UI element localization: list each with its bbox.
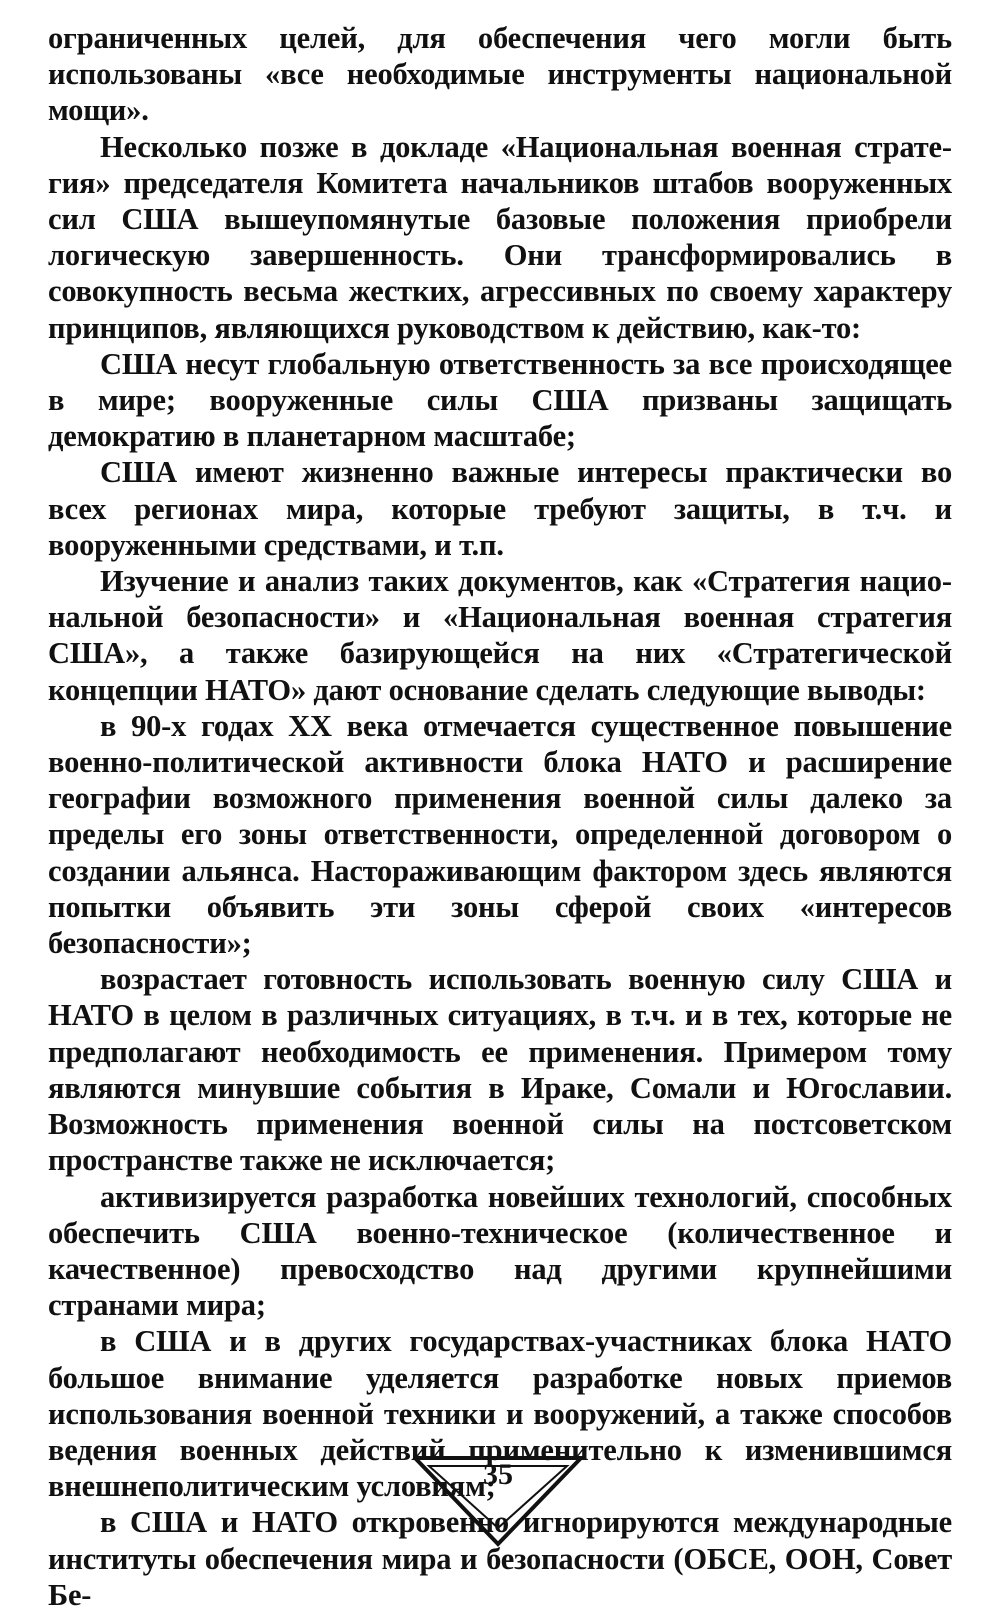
paragraph-1: ограниченных целей, для обеспечения чего могли быть использованы «все необходимые инструменты национальной мощи». xyxy=(48,21,952,128)
paragraph-9: в США и в других государствах-участниках блока НАТО большое внимание уделяется разработке новых приемов использования военной техники и вооружений, а также способов ведения военных действий применительно к изменившимся внешнеполитическим условиям; xyxy=(48,1324,952,1504)
paragraph-7: возрастает готовность использовать военную силу США и НАТО в целом в различных ситуациях, в т.ч. и в тех, которые не предполагают необходимость ее применения. Примером тому являются минувшие события в Ираке, Сомали и Югославии. Возможность применения военной силы на постсоветском пространстве также не исключается; xyxy=(48,962,952,1178)
page-number-badge xyxy=(413,1454,583,1550)
paragraph-8: активизируется разработка новейших технологий, способных обеспечить США военно-техническое (количественное и качественное) превосходство над другими крупнейшими странами мира; xyxy=(48,1179,952,1323)
document-page xyxy=(48,20,952,1613)
paragraph-2: Несколько позже в докладе «Национальная военная стратегия» председателя Комитета начальников штабов вооруженных сил США вышеупомянутые базовые положения приобрели логическую завершенность. Они трансформировались в совокупность весьма жестких, агрессивных по своему характеру принципов, являющихся руководством к действию, как-то: xyxy=(48,129,952,345)
page-number: 35 xyxy=(483,1458,513,1491)
paragraph-10: в США и НАТО откровенно игнорируются международные институты обеспечения мира и безопасности (ОБСЕ, ООН, Совет Бе- xyxy=(48,1505,952,1612)
paragraph-5: Изучение и анализ таких документов, как «Стратегия национальной безопасности» и «Национальная военная стратегия США», а также базирующейся на них «Стратегической концепции НАТО» дают основание сделать следующие выводы: xyxy=(48,564,952,707)
paragraph-4: США имеют жизненно важные интересы практически во всех регионах мира, которые требуют защиты, в т.ч. и вооруженными средствами, и т.п. xyxy=(48,455,952,562)
paragraph-3: США несут глобальную ответственность за все происходящее в мире; вооруженные силы США призваны защищать демократию в планетарном масштабе; xyxy=(48,346,952,454)
paragraph-6: в 90-х годах XX века отмечается существенное повышение военно-политической активности блока НАТО и расширение географии возможного применения военной силы далеко за пределы его зоны ответственности, определенной договором о создании альянса. Настораживающим фактором здесь являются попытки объявить эти зоны сферой своих «интересов безопасности»; xyxy=(48,708,952,961)
